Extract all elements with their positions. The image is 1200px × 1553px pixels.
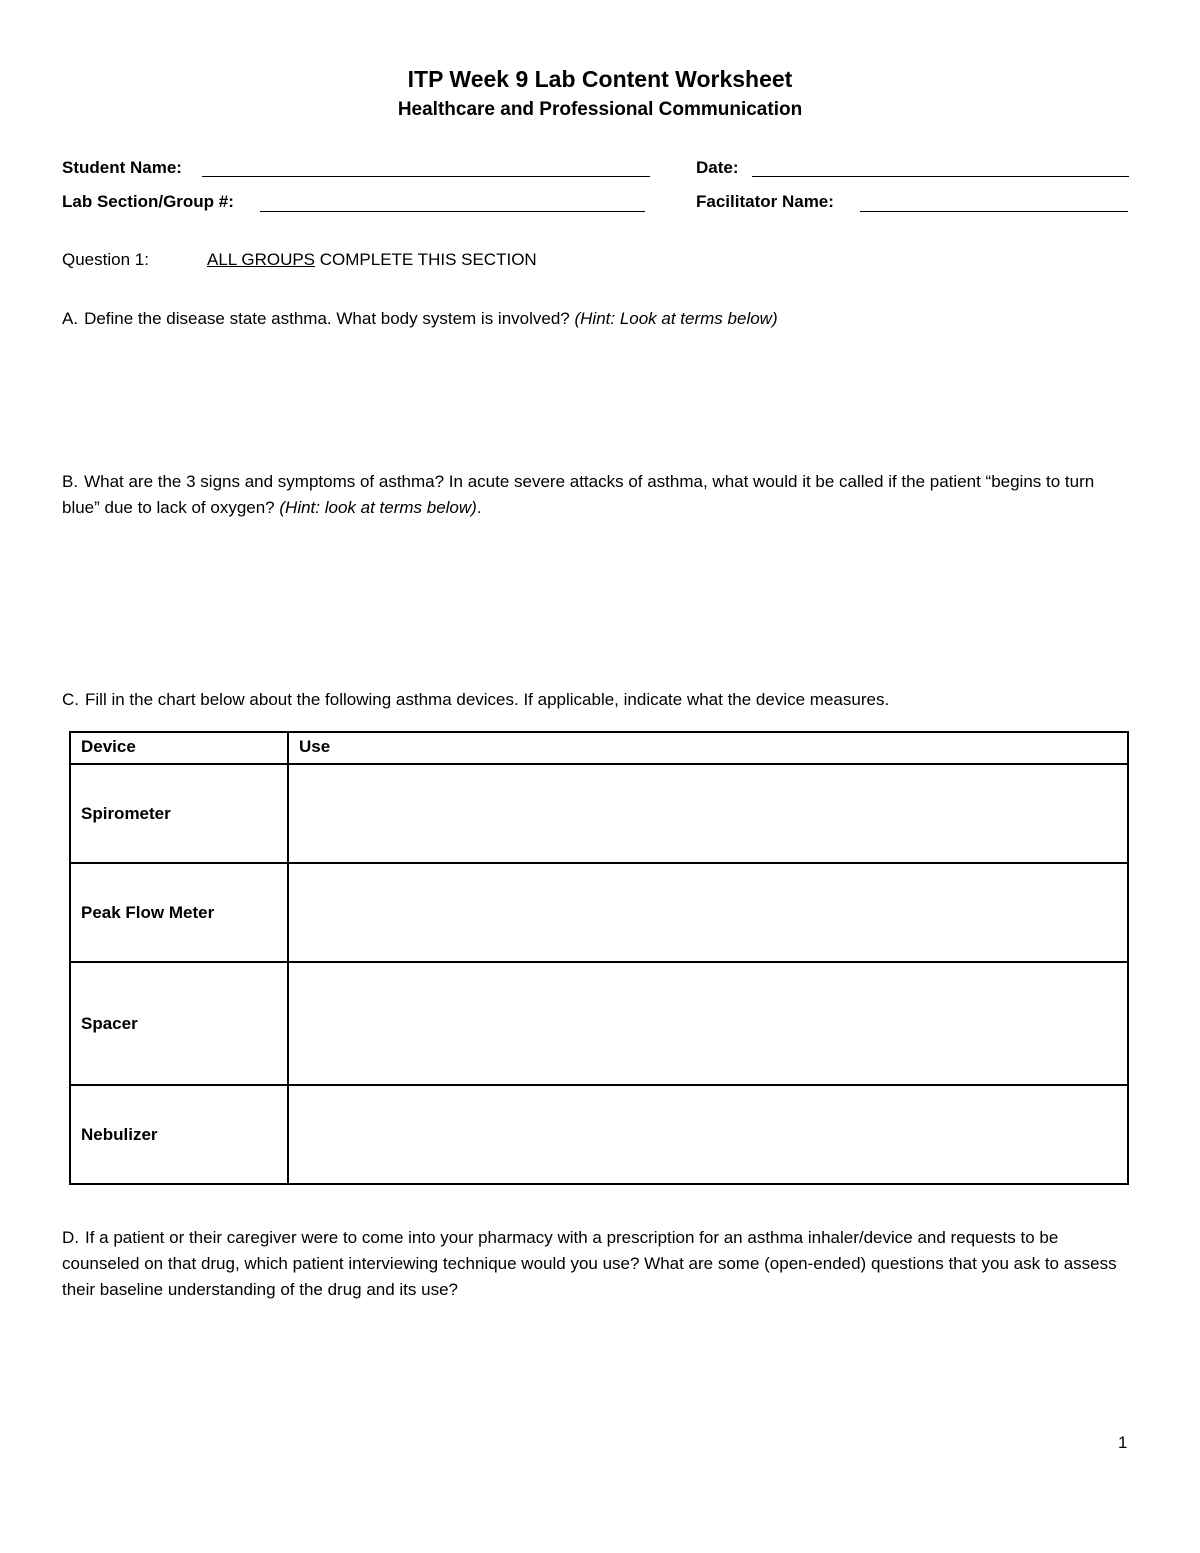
- page-subtitle: Healthcare and Professional Communication: [397, 99, 803, 120]
- question-1-instruction: COMPLETE THIS SECTION: [315, 250, 537, 269]
- use-cell-spacer[interactable]: [288, 962, 1128, 1085]
- section-b-label: B.: [62, 472, 79, 491]
- table-row: [70, 1085, 1128, 1184]
- section-c-text: Fill in the chart below about the following asthma devices. If applicable, indicate what the device measures.: [85, 690, 890, 709]
- use-cell-spirometer[interactable]: [288, 764, 1128, 863]
- section-d: [62, 1225, 1132, 1303]
- section-c-label: C.: [62, 690, 79, 709]
- section-b: [62, 469, 1132, 521]
- date-line[interactable]: [752, 176, 1129, 177]
- lab-section-line[interactable]: [260, 211, 645, 212]
- device-spacer: Spacer: [70, 962, 288, 1085]
- section-a: [62, 306, 1132, 332]
- table-row: [70, 764, 1128, 863]
- student-name-label: Student Name:: [62, 158, 182, 177]
- section-a-text: Define the disease state asthma. What body system is involved?: [84, 309, 575, 328]
- use-cell-peak-flow-meter[interactable]: [288, 863, 1128, 962]
- question-1-groups: ALL GROUPS: [207, 250, 316, 269]
- section-c: [62, 687, 1132, 713]
- section-a-hint: (Hint: Look at terms below): [574, 309, 778, 328]
- section-b-hint: (Hint: look at terms below): [279, 498, 477, 517]
- question-1-heading: [62, 250, 537, 270]
- page-title: ITP Week 9 Lab Content Worksheet: [407, 66, 793, 92]
- section-b-text: What are the 3 signs and symptoms of asthma? In acute severe attacks of asthma, what would it be called if the patient “begins to turn blue” due to lack of oxygen?: [62, 472, 1095, 517]
- device-peak-flow-meter: Peak Flow Meter: [70, 863, 288, 962]
- table-row: [70, 863, 1128, 962]
- lab-section-label: Lab Section/Group #:: [62, 192, 234, 211]
- question-1-label: Question 1:: [62, 250, 149, 269]
- student-name-line[interactable]: [202, 176, 650, 177]
- header-use: Use: [288, 732, 1128, 764]
- facilitator-label: Facilitator Name:: [696, 192, 834, 211]
- section-d-text: If a patient or their caregiver were to come into your pharmacy with a prescription for an asthma inhaler/device and requests to be counseled on that drug, which patient interviewing technique would you use? What are some (open-ended) questions that you ask to assess their baseline understanding of the drug and its use?: [62, 1228, 1117, 1299]
- page-number: 1: [1118, 1433, 1128, 1452]
- section-d-label: D.: [62, 1228, 79, 1247]
- device-nebulizer: Nebulizer: [70, 1085, 288, 1184]
- header-device: Device: [70, 732, 288, 764]
- table-row: [70, 962, 1128, 1085]
- section-b-end: .: [476, 498, 482, 517]
- section-a-label: A.: [62, 309, 79, 328]
- devices-table: [69, 731, 1129, 1185]
- use-cell-nebulizer[interactable]: [288, 1085, 1128, 1184]
- facilitator-line[interactable]: [860, 211, 1128, 212]
- table-header-row: [70, 732, 1128, 764]
- date-label: Date:: [696, 158, 739, 177]
- device-spirometer: Spirometer: [70, 764, 288, 863]
